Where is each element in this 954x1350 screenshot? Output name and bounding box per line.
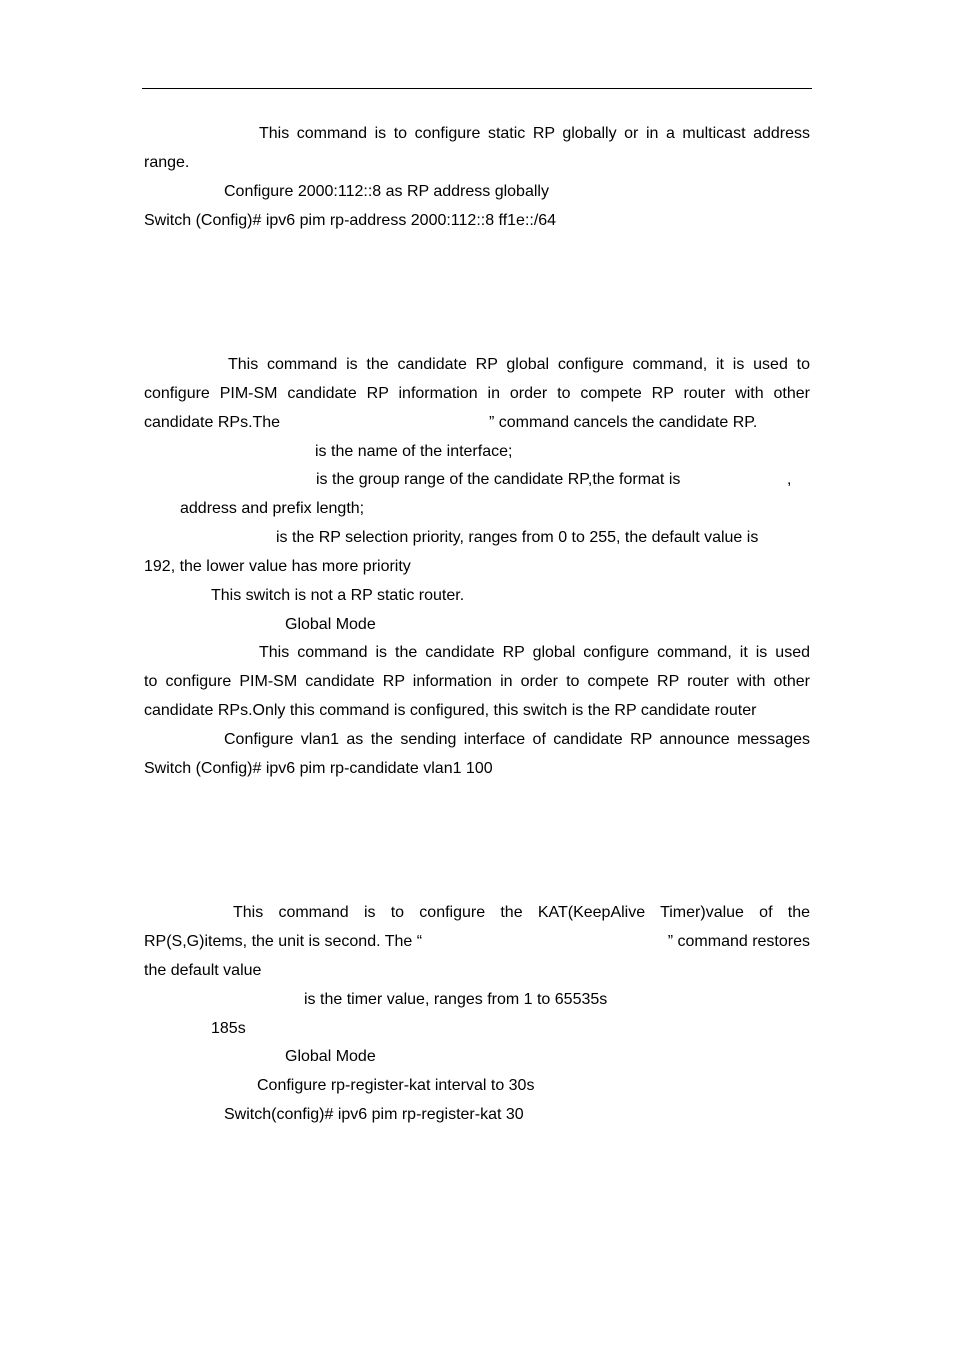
sec3-description-line3: the default value [144, 962, 262, 979]
sec2-param-interface: is the name of the interface; [315, 443, 513, 460]
sec3-example: Configure rp-register-kat interval to 30s [257, 1077, 535, 1094]
sec3-description-line2b: ” command restores [667, 933, 810, 950]
sec3-description-line1: This command is to configure the KAT(KeepAlive Timer)value of the [233, 904, 810, 921]
sec3-description-line2a: RP(S,G)items, the unit is second. The “ [144, 933, 423, 950]
sec2-description-line3b: ” command cancels the candidate RP. [489, 414, 758, 431]
sec2-param-group-range-cont: address and prefix length; [180, 500, 365, 517]
sec2-default: This switch is not a RP static router. [211, 587, 465, 604]
sec2-param-priority: is the RP selection priority, ranges from 0 to 255, the default value is [276, 529, 759, 546]
sec1-example: Configure 2000:112::8 as RP address globally [224, 183, 549, 200]
sec2-usage-line3: candidate RPs.Only this command is configured, this switch is the RP candidate router [144, 702, 757, 719]
sec2-command: Switch (Config)# ipv6 pim rp-candidate vlan1 100 [144, 760, 493, 777]
sec2-example: Configure vlan1 as the sending interface of candidate RP announce messages [224, 731, 810, 748]
sec3-command: Switch(config)# ipv6 pim rp-register-kat 30 [224, 1106, 524, 1123]
sec2-usage-line2: to configure PIM-SM candidate RP information in order to compete RP router with other [144, 673, 810, 690]
sec1-description: This command is to configure static RP globally or in a multicast address [259, 125, 810, 142]
sec1-command: Switch (Config)# ipv6 pim rp-address 2000:112::8 ff1e::/64 [144, 212, 557, 229]
sec2-param-group-range-comma: , [787, 471, 792, 488]
header-rule [142, 88, 812, 89]
sec2-mode: Global Mode [285, 616, 376, 633]
sec2-param-priority-cont: 192, the lower value has more priority [144, 558, 411, 575]
sec3-param-timer: is the timer value, ranges from 1 to 65535s [304, 991, 608, 1008]
sec3-default: 185s [211, 1020, 246, 1037]
sec3-mode: Global Mode [285, 1048, 376, 1065]
sec2-description-line3a: candidate RPs.The [144, 414, 281, 431]
sec2-usage-line1: This command is the candidate RP global configure command, it is used [259, 644, 810, 661]
sec2-description-line1: This command is the candidate RP global configure command, it is used to [228, 356, 810, 373]
sec2-description-line2: configure PIM-SM candidate RP information in order to compete RP router with other [144, 385, 810, 402]
sec1-description-cont: range. [144, 154, 190, 171]
sec2-param-group-range: is the group range of the candidate RP,the format is [316, 471, 681, 488]
